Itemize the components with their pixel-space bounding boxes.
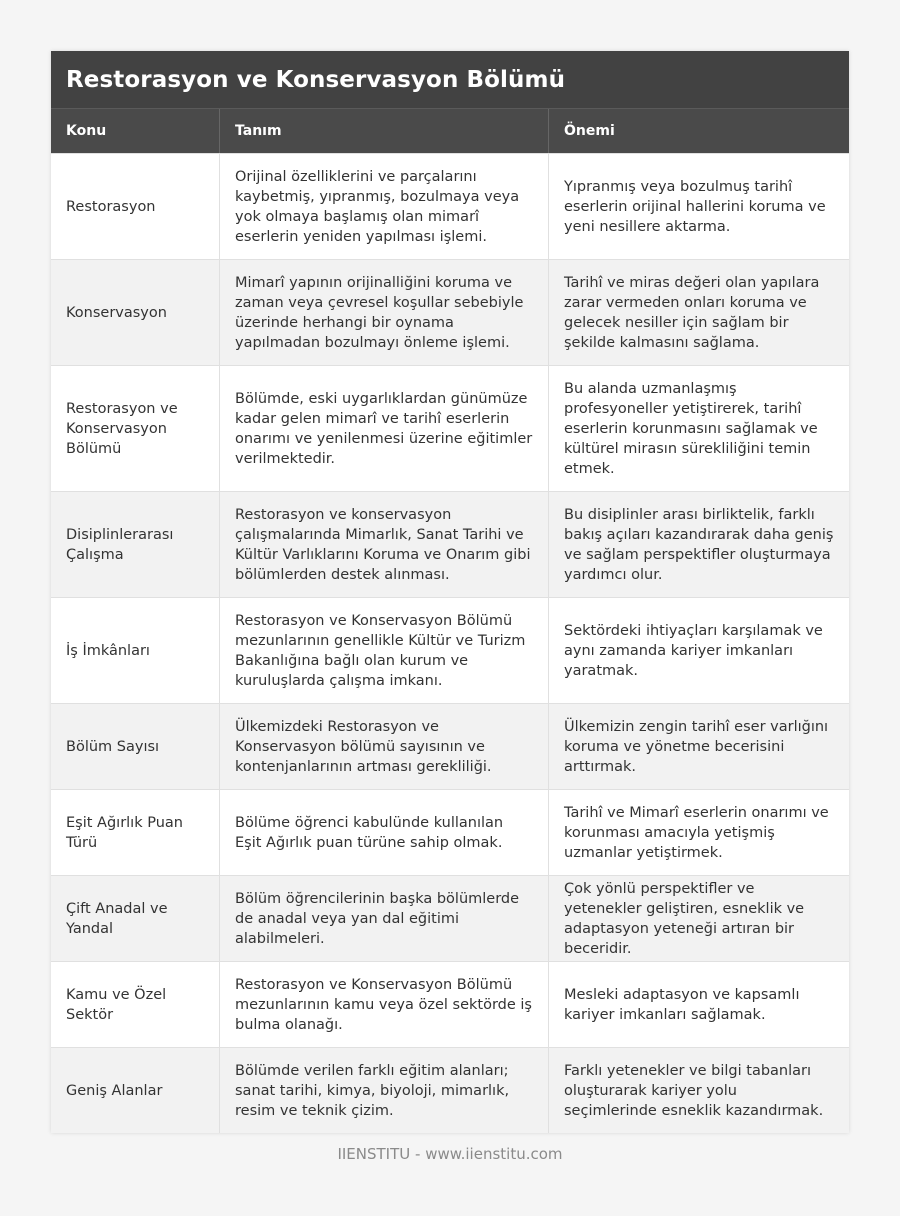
table-row xyxy=(51,365,849,491)
table-row xyxy=(51,789,849,875)
footer-credit: IIENSTITU - www.iienstitu.com xyxy=(337,1145,563,1163)
konu-cell: Geniş Alanlar xyxy=(51,1048,220,1133)
onemi-cell: Bu alanda uzmanlaşmış profesyoneller yetiştirerek, tarihî eserlerin korunmasını sağlamak ve kültürel mirasın sürekliliğini temin etmek. xyxy=(564,380,818,477)
table-row xyxy=(51,961,849,1047)
table-header xyxy=(51,108,849,153)
onemi-cell: Çok yönlü perspektifler ve yetenekler geliştiren, esneklik ve adaptasyon yeteneği artıran bir beceridir. xyxy=(564,880,805,957)
content-card xyxy=(51,51,849,1133)
konu-cell: Disiplinlerarası Çalışma xyxy=(51,492,220,597)
table-row xyxy=(51,875,849,961)
title-bar xyxy=(51,51,849,108)
table-row xyxy=(51,153,849,259)
tanim-cell: Bölümde, eski uygarlıklardan günümüze kadar gelen mimarî ve tarihî eserlerin onarımı ve yenilenmesi üzerine eğitimler verilmektedir. xyxy=(220,366,549,491)
onemi-cell: Farklı yetenekler ve bilgi tabanları oluşturarak kariyer yolu seçimlerinde esneklik kazandırmak. xyxy=(564,1062,824,1119)
table-row xyxy=(51,1047,849,1133)
onemi-cell: Mesleki adaptasyon ve kapsamlı kariyer imkanları sağlamak. xyxy=(564,986,800,1023)
table-row xyxy=(51,491,849,597)
table-row xyxy=(51,259,849,365)
tanim-cell: Ülkemizdeki Restorasyon ve Konservasyon bölümü sayısının ve kontenjanlarının artması gerekliliği. xyxy=(220,704,549,789)
column-header-tanim: Tanım xyxy=(220,109,549,153)
konu-cell: Konservasyon xyxy=(51,260,220,365)
onemi-cell: Tarihî ve miras değeri olan yapılara zarar vermeden onları koruma ve gelecek nesiller için sağlam bir şekilde kalmasını sağlama. xyxy=(564,274,820,351)
page-title: Restorasyon ve Konservasyon Bölümü xyxy=(66,66,566,93)
tanim-cell: Bölüm öğrencilerinin başka bölümlerde de anadal veya yan dal eğitimi alabilmeleri. xyxy=(220,876,549,961)
tanim-cell: Mimarî yapının orijinalliğini koruma ve zaman veya çevresel koşullar sebebiyle üzerinde herhangi bir oynama yapılmadan bozulmayı önleme işlemi. xyxy=(220,260,549,365)
tanim-cell: Restorasyon ve Konservasyon Bölümü mezunlarının kamu veya özel sektörde iş bulma olanağı. xyxy=(220,962,549,1047)
tanim-cell: Bölümde verilen farklı eğitim alanları; sanat tarihi, kimya, biyoloji, mimarlık, resim ve teknik çizim. xyxy=(220,1048,549,1133)
column-header-konu: Konu xyxy=(51,109,220,153)
tanim-cell: Orijinal özelliklerini ve parçalarını kaybetmiş, yıpranmış, bozulmaya veya yok olmaya başlamış olan mimarî eserlerin yeniden yapılması işlemi. xyxy=(220,154,549,259)
konu-cell: Kamu ve Özel Sektör xyxy=(51,962,220,1047)
tanim-cell: Restorasyon ve konservasyon çalışmalarında Mimarlık, Sanat Tarihi ve Kültür Varlıklarını Koruma ve Onarım gibi bölümlerden destek alınması. xyxy=(220,492,549,597)
onemi-cell: Ülkemizin zengin tarihî eser varlığını koruma ve yönetme becerisini arttırmak. xyxy=(564,718,829,775)
table-row xyxy=(51,597,849,703)
konu-cell: Çift Anadal ve Yandal xyxy=(51,876,220,961)
tanim-cell: Restorasyon ve Konservasyon Bölümü mezunlarının genellikle Kültür ve Turizm Bakanlığına bağlı olan kurum ve kuruluşlarda çalışma imkanı. xyxy=(220,598,549,703)
konu-cell: Restorasyon ve Konservasyon Bölümü xyxy=(51,366,220,491)
onemi-cell: Tarihî ve Mimarî eserlerin onarımı ve korunması amacıyla yetişmiş uzmanlar yetiştirmek. xyxy=(564,804,829,861)
onemi-cell: Bu disiplinler arası birliktelik, farklı bakış açıları kazandırarak daha geniş ve sağlam perspektifler oluşturmaya yardımcı olur. xyxy=(564,506,834,583)
onemi-cell: Sektördeki ihtiyaçları karşılamak ve aynı zamanda kariyer imkanları yaratmak. xyxy=(564,622,823,679)
column-header-onemi: Önemi xyxy=(564,123,615,139)
konu-cell: Eşit Ağırlık Puan Türü xyxy=(51,790,220,875)
tanim-cell: Bölüme öğrenci kabulünde kullanılan Eşit Ağırlık puan türüne sahip olmak. xyxy=(220,790,549,875)
konu-cell: Bölüm Sayısı xyxy=(51,704,220,789)
konu-cell: Restorasyon xyxy=(51,154,220,259)
onemi-cell: Yıpranmış veya bozulmuş tarihî eserlerin orijinal hallerini koruma ve yeni nesillere aktarma. xyxy=(564,178,826,235)
konu-cell: İş İmkânları xyxy=(51,598,220,703)
table-row xyxy=(51,703,849,789)
